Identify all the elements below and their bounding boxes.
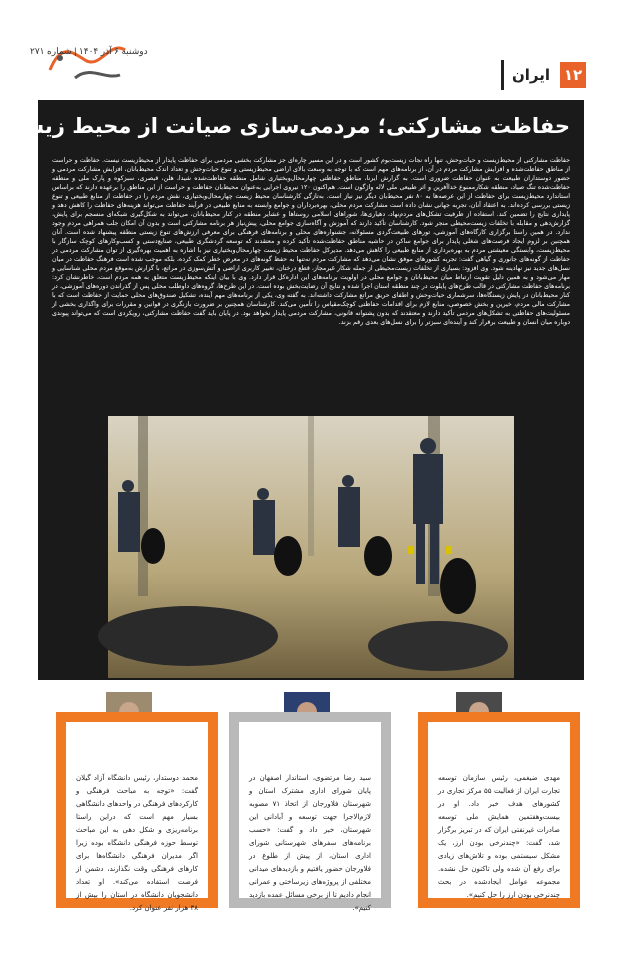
article-body: حفاظت مشارکتی از محیط‌زیست و حیات‌وحش، تنها راه نجات زیست‌بوم کشور است و در این مسیر چاره‌ای جز مشارکت بخشی مردمی برای حفاظت پایدار از محیط‌زیست نیست. حفاظت و حراست از مناطق حفاظت‌شده و افزایش مشارکت مردم در آن، از برنامه‌های مهم است که با توجه به وسعت بالای اراضی محیط‌زیستی و تنوع حیات‌وحش و تعداد اندک محیط‌بانان، افزایش مشارکت مردمی و حضور دوستداران طبیعت به عنوان حفاظت ضروری است. به گزارش ایرنا، مناطق حفاظتی چهارمحال‌وبختیاری شامل منطقه حفاظت‌شده شیدا، هلن، قیصری، سبزکوه و پارک ملی و منطقه حفاظت‌شده تنگ صیاد، منطقه شکارممنوع خداآفرین و اثر طبیعی ملی لاله واژگون است. هم‌اکنون ۱۲۰ نیروی اجرایی به‌عنوان محیط‌بان حفاظت و حراست از این مناطق را برعهده دارند که براساس استاندارد محیط‌زیست برای حفاظت از این عرصه‌ها به ۸۰ نفر محیط‌بان دیگر نیز نیاز است. به‌تازگی کارشناسان محیط زیست چهارمحال‌وبختیاری، نقش مردم را در حفاظت از منابع طبیعی و تنوع زیستی بررسی کرده‌اند. به اعتقاد آنان، تجربه جهانی نشان داده است مشارکت مردم محلی، بهره‌برداران و جوامع وابسته به منابع طبیعی در فرآیند حفاظت می‌تواند هزینه‌های حفاظت را کاهش دهد و پایداری نتایج را تضمین کند. استفاده از ظرفیت تشکل‌های مردم‌نهاد، دهیاری‌ها، شوراهای اسلامی روستاها و عشایر منطقه در کنار محیط‌بانان، می‌تواند به شکل‌گیری شبکه‌ای منسجم برای پایش، گزارش‌دهی و مقابله با تخلفات زیست‌محیطی منجر شود. کارشناسان تأکید دارند که آموزش و آگاه‌سازی جوامع محلی، پیش‌نیاز هر برنامه مشارکتی است و بدون آن امکان جلب همراهی مردم وجود ندارد. در همین راستا برگزاری کارگاه‌های آموزشی، تور‌های طبیعت‌گردی مسئولانه، جشنواره‌های محلی و برنامه‌های فرهنگی برای معرفی ارزش‌های تنوع زیستی منطقه پیشنهاد شده است. آنان همچنین بر لزوم ایجاد فرصت‌های شغلی پایدار برای جوامع ساکن در حاشیه مناطق حفاظت‌شده تأکید کرده و معتقدند که توسعه گردشگری طبیعی، صنایع‌دستی و کسب‌وکارهای کوچک سازگار با محیط‌زیست، وابستگی معیشتی مردم به بهره‌برداری از منابع طبیعی را کاهش می‌دهد. مدیرکل حفاظت محیط زیست چهارمحال‌وبختیاری نیز با اشاره به اهمیت بهره‌گیری از توان مشارکت مردمی در حفاظت از گونه‌های جانوری و گیاهی گفت: تجربه کشورهای موفق نشان می‌دهد که مشارکت مردم نه‌تنها به حفظ گونه‌های در معرض خطر کمک کرده، بلکه موجب شده است فرهنگ حفاظت در میان نسل‌های جدید نیز نهادینه شود. وی افزود: بسیاری از تخلفات زیست‌محیطی از جمله شکار غیرمجاز، قطع درختان، تغییر کاربری اراضی و آتش‌سوزی در مراتع، با گزارش به‌موقع مردم محلی شناسایی و مهار می‌شود و به همین دلیل تقویت ارتباط میان محیط‌بانان و جوامع محلی در اولویت برنامه‌های این اداره‌کل قرار دارد. وی با بیان اینکه محیط‌زیست متعلق به همه مردم است، خاطرنشان کرد: برنامه‌های حفاظت مشارکتی در قالب طرح‌های پایلوت در چند منطقه استان اجرا شده و نتایج آن رضایت‌بخش بوده است. در این طرح‌ها، گروه‌های داوطلب محلی پس از گذراندن دوره‌های آموزشی، در کنار محیط‌بانان در پایش زیستگاه‌ها، سرشماری حیات‌وحش و اطفای حریق مراتع مشارکت داشته‌اند. به گفته وی، یکی از برنامه‌های مهم آینده، تشکیل صندوق‌های محلی حمایت از حفاظت است که با مشارکت مالی مردم، خیرین و بخش خصوصی، منابع لازم برای اقدامات حفاظتی کوچک‌مقیاس را تأمین می‌کند. کارشناسان همچنین بر ضرورت بازنگری در قوانین و مقررات برای واگذاری بخشی از مسئولیت‌های حفاظتی به تشکل‌های مردمی تأکید دارند و معتقدند که بدون پشتوانه قانونی، مشارکت مردمی پایدار نخواهد بود. در پایان باید گفت حفاظت مشارکتی، رویکردی است که می‌تواند پیوندی دوباره میان انسان و طبیعت برقرار کند و آینده‌ای سبزتر را برای نسل‌های بعدی رقم بزند. (52, 157, 570, 327)
news-card-university (56, 712, 218, 912)
page-number: ۱۲ (560, 62, 586, 88)
card-text: مهدی ضیغمی، رئیس سازمان توسعه تجارت ایران از فعالیت ۵۵ مرکز تجاری در کشورهای هدف خبر داد. او در بیست‌وهفتمین همایش ملی توسعه صادرات غیرنفتی ایران که در تبریز برگزار شد، گفت: «چندنرخی بودن ارز، یک مشکل سیستمی بوده و تلاش‌های زیادی برای رفع آن شده ولی تاکنون حل نشده. مجموعه عوامل ایجادشده در بحث چندنرخی بودن ارز را حل کنیم». (428, 722, 570, 898)
main-article (1, 100, 584, 680)
article-headline: حفاظت مشارکتی؛ مردمی‌سازی صیانت از محیط زیست (1, 114, 570, 138)
section-title: ایران (511, 66, 550, 84)
news-card-isfahan (229, 712, 391, 912)
divider (501, 60, 504, 90)
card-text: محمد دوستدار، رئیس دانشگاه آزاد گیلان گفت: «توجه به مباحث فرهنگی و کارکردهای فرهنگی در واحدهای دانشگاهی بسیار مهم است که دراین راستا برنامه‌ریزی و شکل دهی به این مباحث توسط حوزه فرهنگی دانشگاه بوده زیرا اگر مدیران فرهنگی دانشگاه‌ها برای کارهای فرهنگی وقت نگذارند، دشمن از فرصت استفاده می‌کند». او تعداد دانشجویان دانشگاه در استان را بیش از ۳۸ هزار نفر عنوان کرد. (66, 722, 208, 898)
newspaper-logo (30, 30, 130, 94)
volunteers-photo (108, 416, 514, 678)
issue-date: دوشنبه ۶ آذر ۱۴۰۴ | شماره ۲۷۱ (30, 46, 148, 56)
news-card-trade (418, 712, 580, 908)
card-text: سید رضا مرتضوی، استاندار اصفهان در پایان شورای اداری مشترک استان و شهرستان فلاورجان از اتخاذ ۷۱ مصوبه لازم‌الاجرا جهت توسعه و آبادانی این شهرستان، خبر داد و گفت: «حسب برنامه‌های سفرهای شهرستانی شورای اداری استان، از پیش از طلوع در فلاورجان حضور یافتیم و بازدیدهای میدانی مختلفی از پروژه‌های زیرساختی و عمرانی انجام دادیم تا از برخی مسائل عمده بازدید کنیم». (239, 722, 381, 898)
page-header (0, 0, 620, 100)
